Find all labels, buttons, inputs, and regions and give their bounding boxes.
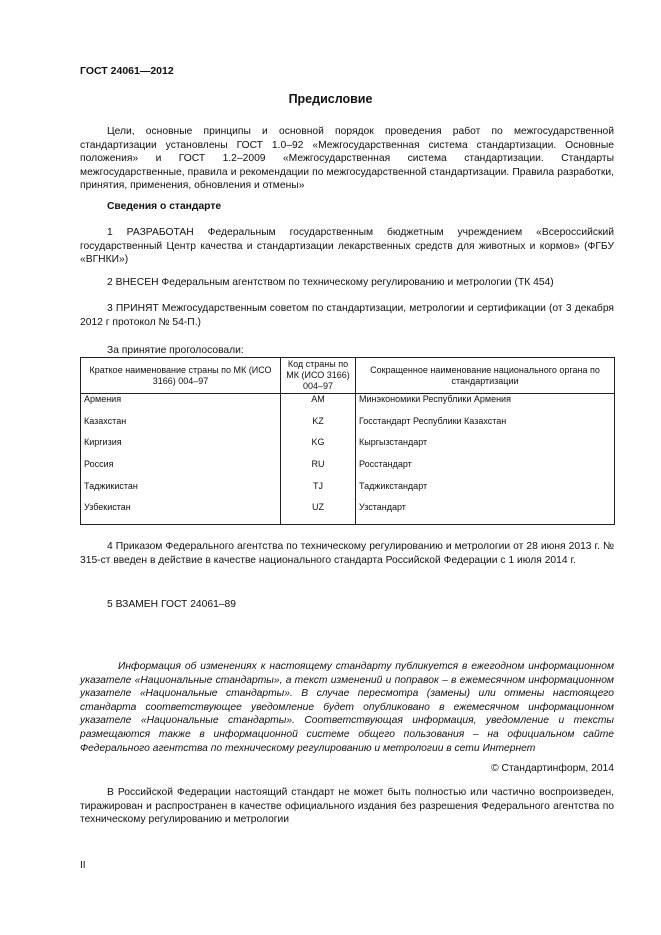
standards-body: Минэкономики Республики Армения (356, 394, 615, 416)
standards-body: Узстандарт (356, 502, 615, 524)
table-row (81, 459, 615, 481)
info-heading: Сведения о стандарте (107, 201, 222, 212)
country-name: Армения (81, 394, 281, 416)
paragraph-submitted: 2 ВНЕСЕН Федеральным агентством по техническому регулированию и метрологии (ТК 454) (107, 277, 554, 288)
table-row (81, 437, 615, 459)
header-standards-body: Сокращенное наименование национального органа по стандартизации (356, 358, 615, 394)
country-code: AM (281, 394, 356, 416)
standards-body: Госстандарт Республики Казахстан (356, 416, 615, 438)
standards-body: Росстандарт (356, 459, 615, 481)
rights-paragraph: В Российской Федерации настоящий стандарт не может быть полностью или частично воспроизведен, тиражирован и распространен в качестве официального издания без разрешения Федерального агентства по техническому регулированию и метрологии (80, 787, 614, 826)
table-header-row (81, 358, 615, 394)
standards-body: Таджикстандарт (356, 481, 615, 503)
country-code: KZ (281, 416, 356, 438)
header-country-name: Краткое наименование страны по МК (ИСО 3166) 004–97 (81, 358, 281, 394)
page-title: Предисловие (288, 92, 373, 106)
paragraph-developed: 1 РАЗРАБОТАН Федеральным государственным бюджетным учреждением «Всероссийский государственный Центр качества и стандартизации лекарственных средств для животных и кормов» (ФГБУ «ВГНКИ») (80, 227, 614, 266)
header-country-code: Код страны по МК (ИСО 3166) 004–97 (281, 358, 356, 394)
table-row (81, 481, 615, 503)
change-notice: Информация об изменениях к настоящему стандарту публикуется в ежегодном информационном указателе «Национальные стандарты», а текст изменений и поправок – в ежемесячном информационном указателе «Национальные стандарты». В случае пересмотра (замены) или отмены настоящего стандарта соответствующее уведомление будет опубликовано в ежемесячном информационном указателе «Национальные стандарты». Соответствующая информация, уведомление и тексты размещаются также в информационной системе общего пользования – на официальном сайте Федерального агентства по техническому регулированию и метрологии в сети Интернет (80, 661, 614, 754)
country-code: KG (281, 437, 356, 459)
table-row (81, 394, 615, 416)
country-code: UZ (281, 502, 356, 524)
country-name: Киргизия (81, 437, 281, 459)
voting-table (80, 357, 615, 525)
paragraph-replaces: 5 ВЗАМЕН ГОСТ 24061–89 (107, 599, 237, 610)
paragraph-order: 4 Приказом Федерального агентства по техническому регулированию и метрологии от 28 июня 2013 г. № 315-ст введен в действие в качестве национального стандарта Российской Федерации с 1 июля 2014 г. (80, 541, 614, 566)
country-name: Казахстан (81, 416, 281, 438)
intro-paragraph: Цели, основные принципы и основной порядок проведения работ по межгосударственной стандартизации установлены ГОСТ 1.0–92 «Межгосударственная система стандартизации. Основные положения» и ГОСТ 1.2–2009 «Межгосударственная система стандартизации. Стандарты межгосударственные, правила и рекомендации по межгосударственной стандартизации. Правила разработки, принятия, применения, обновления и отмены» (80, 126, 614, 192)
page-number: II (80, 860, 86, 871)
standard-code-header: ГОСТ 24061—2012 (80, 65, 174, 77)
standards-body: Кыргызстандарт (356, 437, 615, 459)
table-row (81, 416, 615, 438)
country-name: Узбекистан (81, 502, 281, 524)
country-name: Россия (81, 459, 281, 481)
voted-label: За принятие проголосовали: (107, 345, 244, 356)
country-code: RU (281, 459, 356, 481)
copyright-line: © Стандартинформ, 2014 (491, 763, 614, 774)
table-row (81, 502, 615, 524)
country-name: Таджикистан (81, 481, 281, 503)
country-code: TJ (281, 481, 356, 503)
paragraph-adopted: 3 ПРИНЯТ Межгосударственным советом по стандартизации, метрологии и сертификации (от 3 декабря 2012 г протокол № 54-П.) (80, 303, 614, 328)
